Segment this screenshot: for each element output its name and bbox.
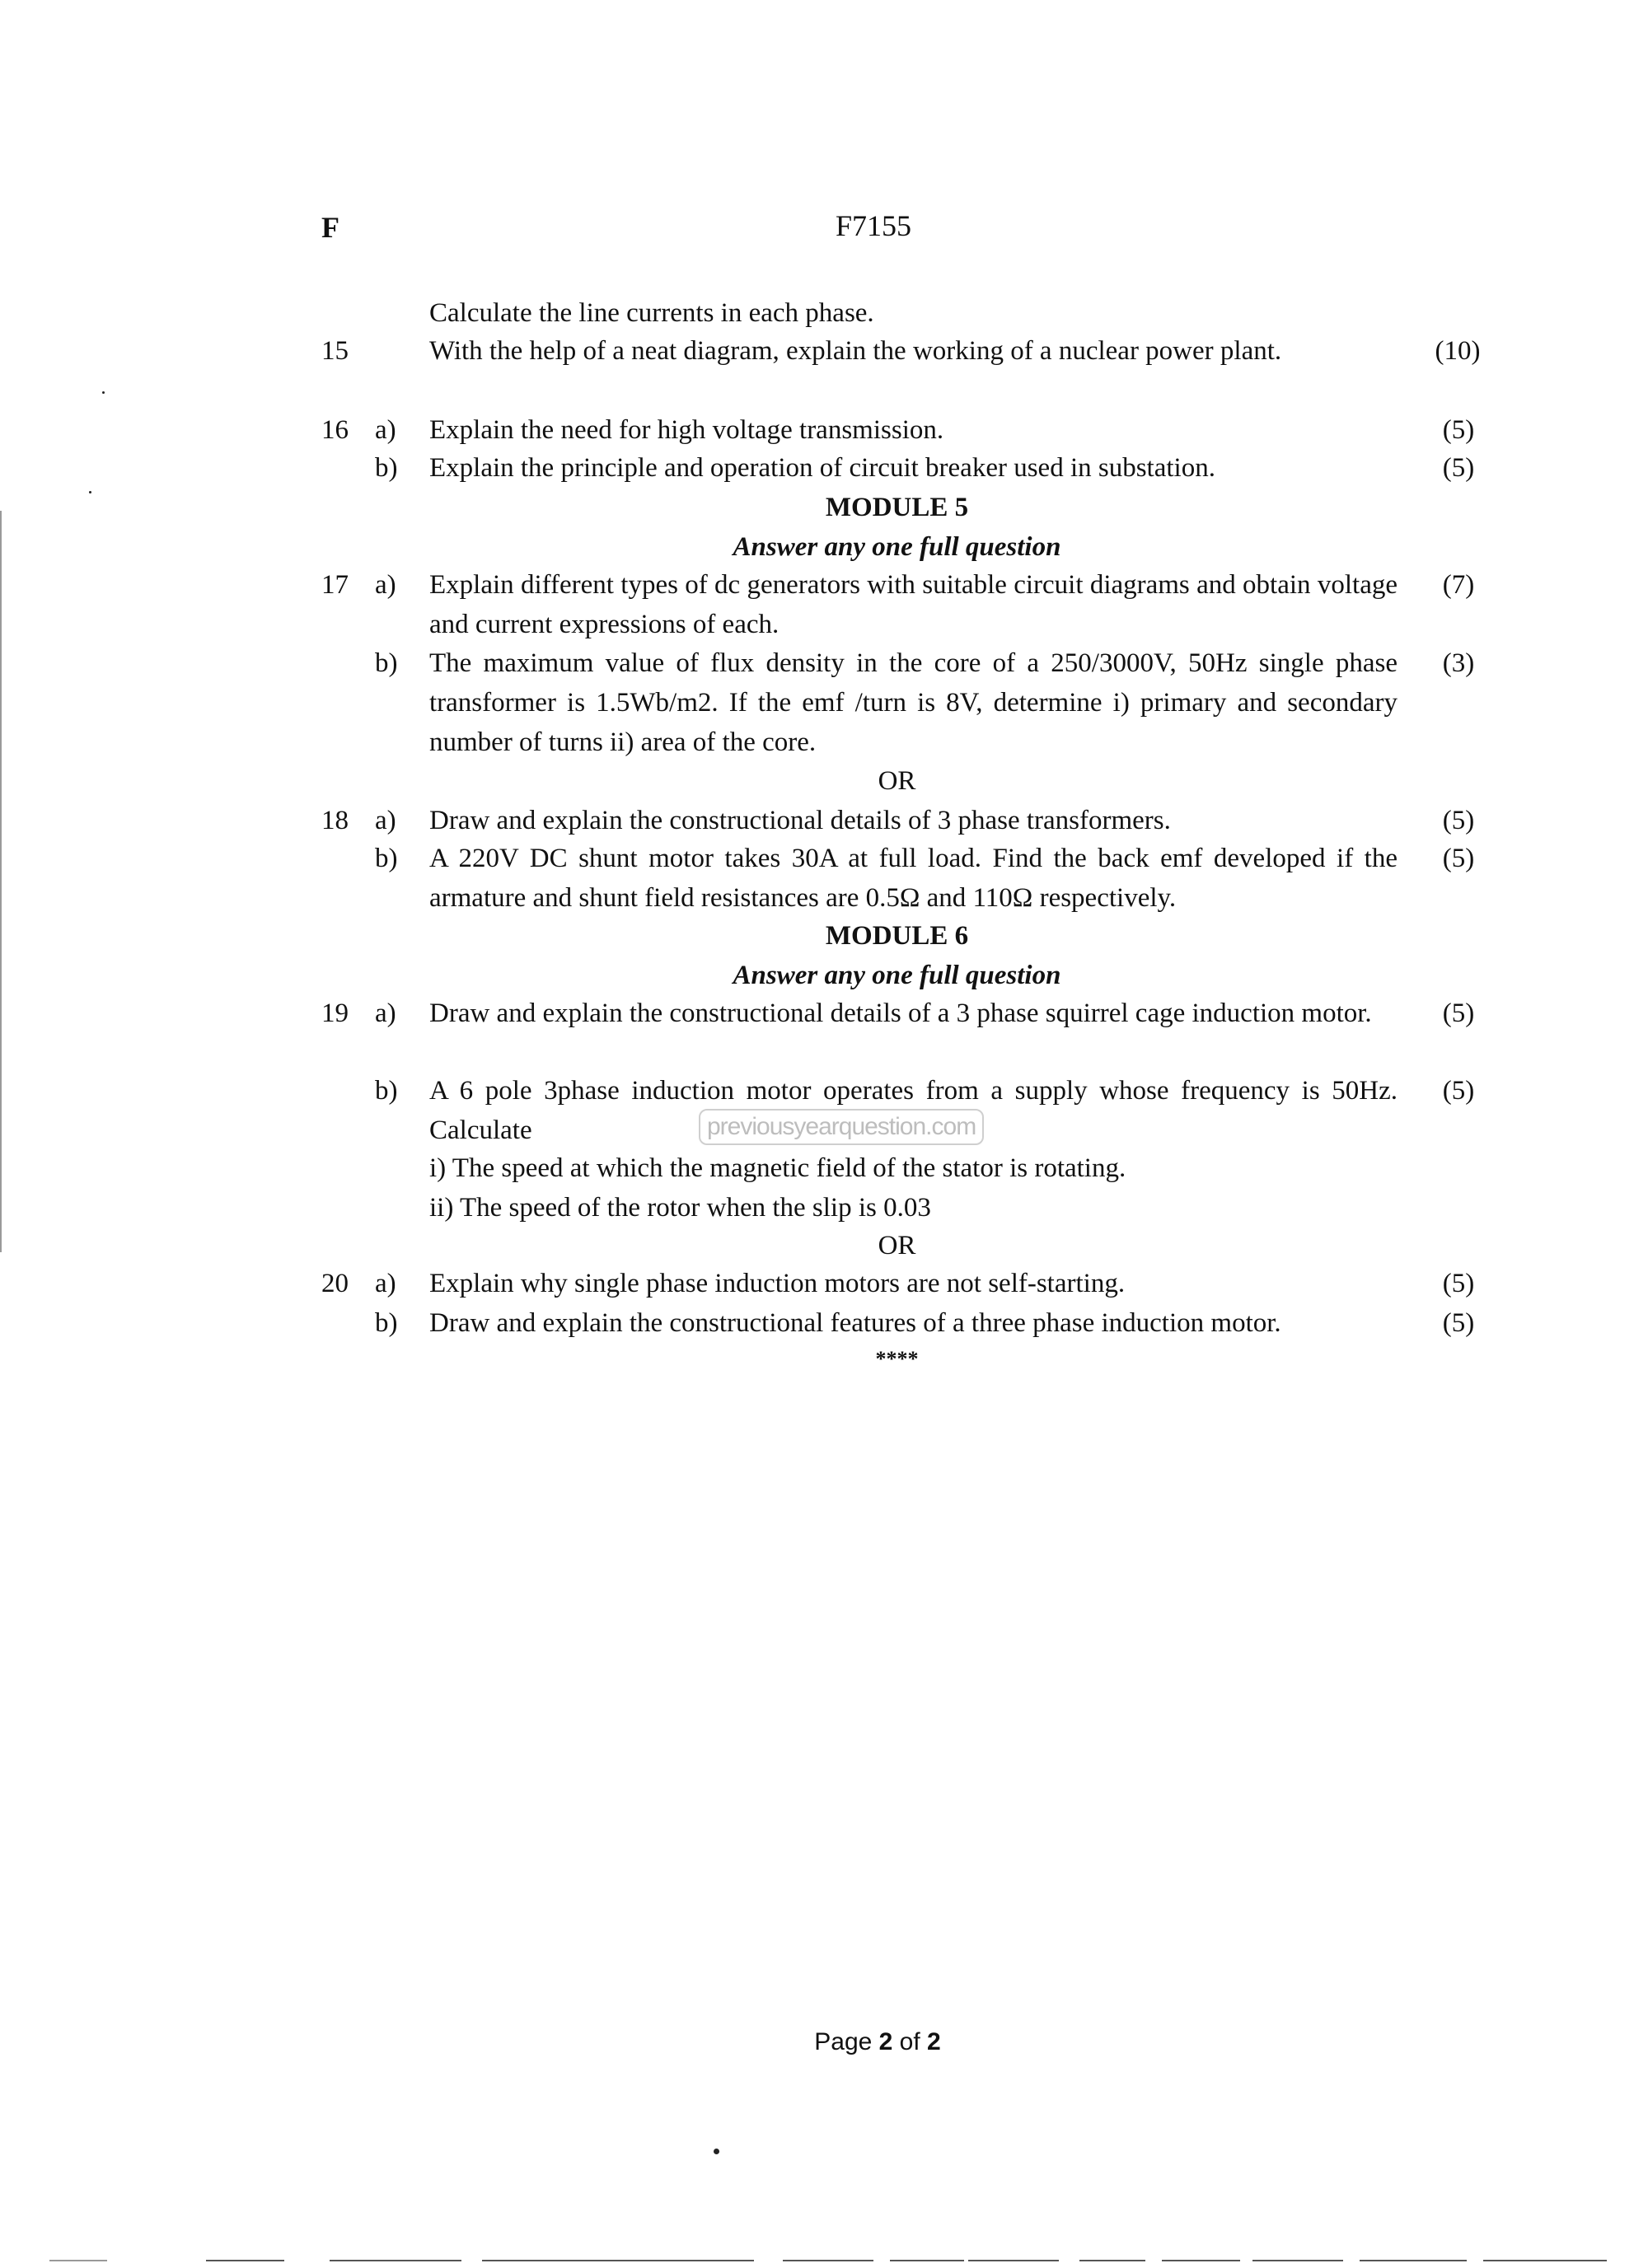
question-number-16: 16 (321, 415, 349, 445)
question-17b-label: b) (375, 648, 398, 678)
end-marker: **** (875, 1347, 919, 1371)
question-19b-text: A 6 pole 3phase induction motor operates from a supply whose frequency is 50Hz. Calculate (429, 1076, 1398, 1145)
watermark-logo: previousyearquestion.com (699, 1109, 984, 1145)
question-18a-marks: (5) (1442, 806, 1475, 835)
page-prefix: Page (814, 2028, 879, 2055)
question-20b-label: b) (375, 1308, 398, 1338)
question-number-17: 17 (321, 570, 349, 600)
scan-dot (714, 2149, 719, 2154)
question-18a-label: a) (375, 806, 396, 835)
page-current: 2 (878, 2028, 893, 2055)
question-19a-label: a) (375, 998, 396, 1028)
module-5-heading: MODULE 5 (825, 493, 969, 522)
or-separator-2: OR (878, 1231, 916, 1260)
page-number (659, 2028, 1096, 2056)
question-16b-marks: (5) (1442, 453, 1475, 483)
question-15-text: With the help of a neat diagram, explain the working of a nuclear power plant. (429, 336, 1282, 366)
question-18b-text: A 220V DC shunt motor takes 30A at full load. Find the back emf developed if the armature and shunt field resistances are 0.5Ω and 110Ω respectively. (429, 844, 1398, 913)
question-17a-label: a) (375, 570, 396, 600)
question-20a-label: a) (375, 1269, 396, 1298)
question-number-20: 20 (321, 1269, 349, 1298)
scan-speck-2 (89, 491, 91, 493)
question-20b-marks: (5) (1442, 1308, 1475, 1338)
or-separator-1: OR (878, 766, 916, 796)
question-15-marks: (10) (1435, 336, 1481, 366)
question-number-15: 15 (321, 336, 349, 366)
question-19b-part-i: i) The speed at which the magnetic field of the stator is rotating. (429, 1153, 1126, 1183)
module-6-heading: MODULE 6 (825, 921, 969, 951)
paper-code: F7155 (835, 209, 912, 242)
question-16a-text: Explain the need for high voltage transmission. (429, 415, 944, 445)
question-19a-text: Draw and explain the constructional details of a 3 phase squirrel cage induction motor. (429, 998, 1372, 1028)
page-total: 2 (927, 2028, 941, 2055)
scan-edge-line (0, 511, 2, 1252)
question-19a-marks: (5) (1442, 998, 1475, 1028)
question-number-19: 19 (321, 998, 349, 1028)
question-16a-marks: (5) (1442, 415, 1475, 445)
question-17a-marks: (7) (1442, 570, 1475, 600)
page-middle: of (892, 2028, 928, 2055)
question-19b-label: b) (375, 1076, 398, 1106)
question-17b-text: The maximum value of flux density in the core of a 250/3000V, 50Hz single phase transformer is 1.5Wb/m2. If the emf /turn is 8V, determine i) primary and secondary number of turns ii) area of the core. (429, 648, 1398, 757)
scan-speck (102, 391, 105, 394)
question-19b-marks: (5) (1442, 1076, 1475, 1106)
question-16b-text: Explain the principle and operation of circuit breaker used in substation. (429, 453, 1215, 483)
question-18b-marks: (5) (1442, 844, 1475, 873)
question-17b-marks: (3) (1442, 648, 1475, 678)
question-20a-marks: (5) (1442, 1269, 1475, 1298)
question-18a-text: Draw and explain the constructional details of 3 phase transformers. (429, 806, 1171, 835)
question-16b-label: b) (375, 453, 398, 483)
question-20b-text: Draw and explain the constructional features of a three phase induction motor. (429, 1308, 1281, 1338)
question-number-18: 18 (321, 806, 349, 835)
question-16a-label: a) (375, 415, 396, 445)
question-19b-part-ii: ii) The speed of the rotor when the slip is 0.03 (429, 1193, 931, 1223)
continuation-line: Calculate the line currents in each phase. (429, 298, 874, 328)
series-label: F (321, 211, 339, 244)
question-17a-text: Explain different types of dc generators with suitable circuit diagrams and obtain voltage and current expressions of each. (429, 570, 1398, 639)
question-20a-text: Explain why single phase induction motors are not self-starting. (429, 1269, 1126, 1298)
module-5-instruction: Answer any one full question (733, 532, 1061, 562)
module-6-instruction: Answer any one full question (733, 961, 1061, 990)
question-18b-label: b) (375, 844, 398, 873)
